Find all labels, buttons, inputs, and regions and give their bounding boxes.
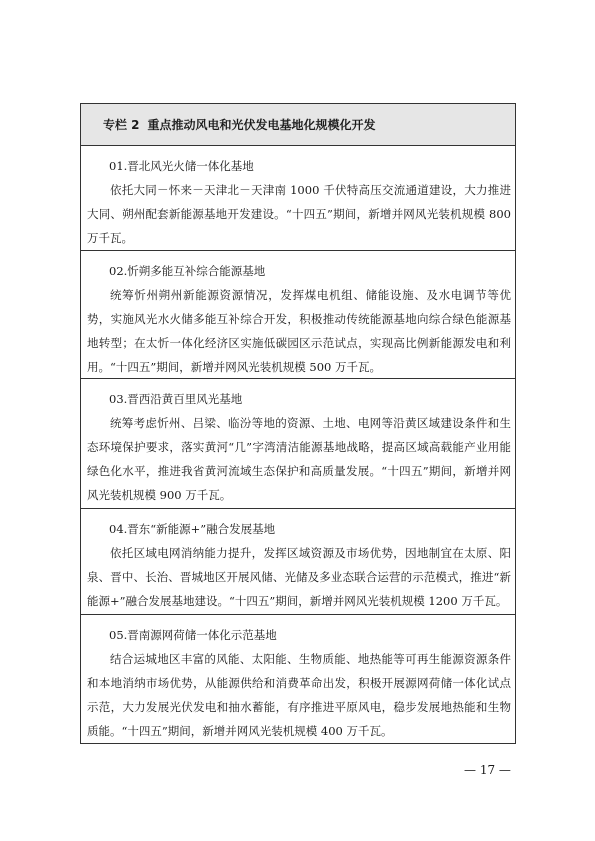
feature-box <box>80 103 516 744</box>
section-body: 统筹考虑忻州、吕梁、临汾等地的资源、土地、电网等沿黄区域建设条件和生态环境保护要求，落实黄河“几”字湾清洁能源基地战略，提高区域高载能产业用能绿色化水平，推进我省黄河流域生态保护和高质量发展。“十四五”期间，新增并网风光装机规模 900 万千瓦。 <box>87 416 511 502</box>
box-title: 重点推动风电和光伏发电基地化规模化开发 <box>147 118 376 132</box>
section-cell <box>81 509 515 615</box>
box-number: 专栏 2 <box>103 118 140 132</box>
section-body: 结合运城地区丰富的风能、太阳能、生物质能、地热能等可再生能源资源条件和本地消纳市场优势，从能源供给和消费革命出发，积极开展源网荷储一体化试点示范，大力发展光伏发电和抽水蓄能，有序推进平原风电，稳步发展地热能和生物质能。“十四五”期间，新增并网风光装机规模 400 万千瓦。 <box>87 652 511 738</box>
section-body: 依托大同－怀来－天津北－天津南 1000 千伏特高压交流通道建设，大力推进大同、朔州配套新能源基地开发建设。“十四五”期间，新增并网风光装机规模 800 万千瓦。 <box>87 183 511 245</box>
section-title: 03.晋西沿黄百里风光基地 <box>109 392 243 406</box>
section-title: 04.晋东“新能源+”融合发展基地 <box>109 522 276 536</box>
section-cell <box>81 379 515 509</box>
section-cell <box>81 251 515 379</box>
section-body: 统筹忻州朔州新能源资源情况，发挥煤电机组、储能设施、及水电调节等优势，实施风光水火储多能互补综合开发，积极推动传统能源基地向综合绿色能源基地转型；在太忻一体化经济区实施低碳园区示范试点，实现高比例新能源发电和利用。“十四五”期间，新增并网风光装机规模 500 万千瓦。 <box>87 288 511 374</box>
page-number: — 17 — <box>464 763 511 777</box>
section-title: 02.忻朔多能互补综合能源基地 <box>109 264 266 278</box>
section-title: 01.晋北风光火储一体化基地 <box>109 159 254 173</box>
section-cell <box>81 146 515 251</box>
section-title: 05.晋南源网荷储一体化示范基地 <box>109 628 277 642</box>
section-cell <box>81 615 515 743</box>
box-header <box>81 104 515 146</box>
section-body: 依托区域电网消纳能力提升，发挥区域资源及市场优势，因地制宜在太原、阳泉、晋中、长治、晋城地区开展风储、光储及多业态联合运营的示范模式，推进“新能源+”融合发展基地建设。“十四五”期间，新增并网风光装机规模 1200 万千瓦。 <box>87 546 511 608</box>
